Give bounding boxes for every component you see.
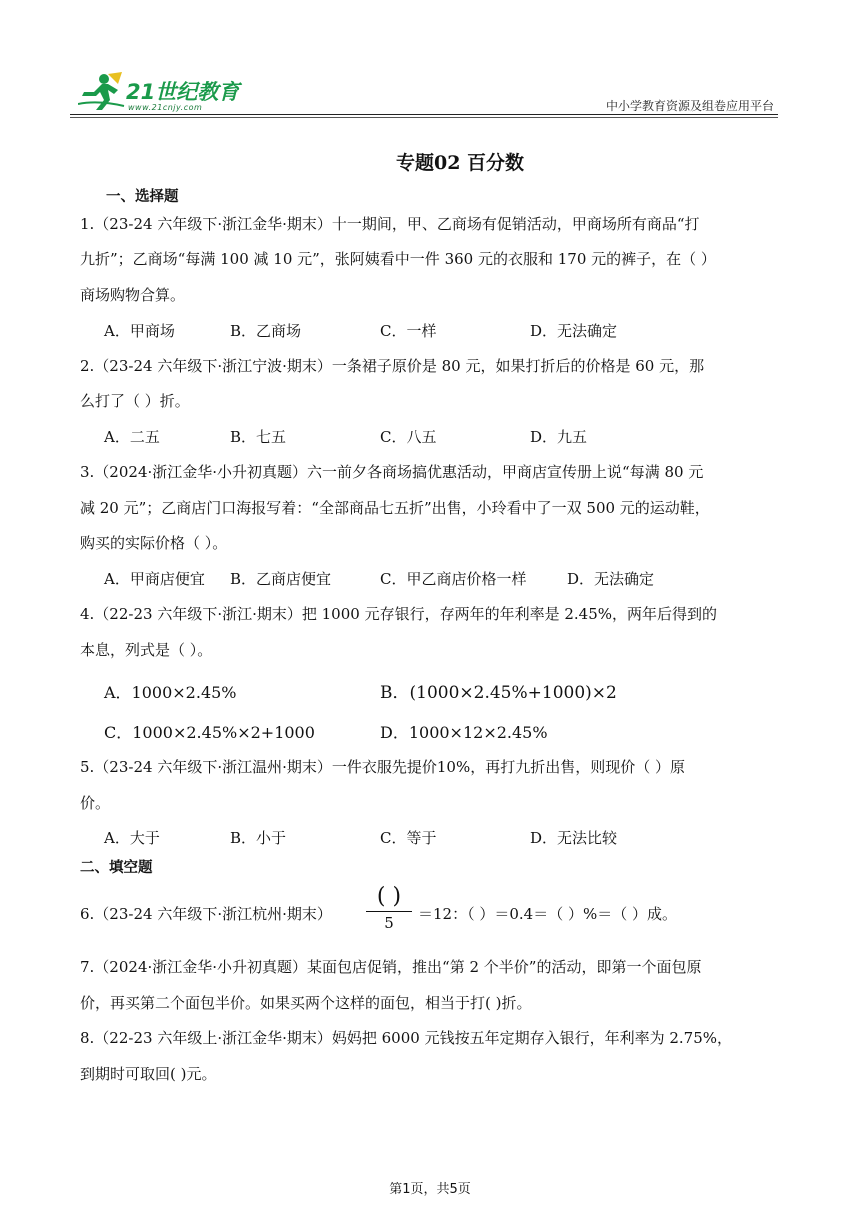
q4-option-b: B．(1000×2.45%+1000)×2 (380, 683, 617, 703)
q1-line2: 九折”；乙商场“每满 100 减 10 元”，张阿姨看中一件 360 元的衣服和 170 元的裤子，在（ ） (80, 250, 716, 268)
q1-option-c: C．一样 (380, 322, 437, 340)
q6-suffix: ＝12：（ ）＝0.4＝（ ）%＝（ ）成。 (418, 905, 678, 923)
q4-option-d: D．1000×12×2.45% (380, 723, 548, 742)
q5-line2: 价。 (80, 794, 111, 812)
logo (78, 70, 248, 112)
q4-line1: 4.（22-23 六年级下·浙江·期末）把 1000 元存银行，存两年的年利率是 2.45%，两年后得到的 (80, 605, 717, 623)
q2-option-d: D．九五 (530, 428, 588, 446)
q5-option-a: A．大于 (104, 829, 160, 847)
q1-option-a: A．甲商场 (104, 322, 175, 340)
q8-line1: 8.（22-23 六年级上·浙江金华·期末）妈妈把 6000 元钱按五年定期存入银行，年利率为 2.75%， (80, 1029, 732, 1047)
q3-option-b: B．乙商店便宜 (230, 570, 332, 588)
q6-prefix: 6.（23-24 六年级下·浙江杭州·期末） (80, 905, 332, 923)
page-footer: 第1页，共5页 (389, 1182, 471, 1197)
q3-line1: 3.（2024·浙江金华·小升初真题）六一前夕各商场搞优惠活动，甲商店宣传册上说“每满 80 元 (80, 463, 704, 481)
q1-option-b: B．乙商场 (230, 322, 302, 340)
q8-line2: 到期时可取回( )元。 (80, 1065, 217, 1083)
section-fill: 二、填空题 (80, 859, 153, 876)
q6-fraction (364, 884, 414, 936)
q3-option-d: D．无法确定 (567, 570, 655, 588)
q7-line1: 7.（2024·浙江金华·小升初真题）某面包店促销，推出“第 2 个半价”的活动，即第一个面包原 (80, 958, 702, 976)
q3-option-a: A．甲商店便宜 (104, 570, 205, 588)
q4-line2: 本息，列式是（ ）。 (80, 641, 213, 659)
header-divider (70, 114, 778, 115)
q6-fraction-bar (366, 911, 412, 912)
q7-line2: 价，再买第二个面包半价。如果买两个这样的面包，相当于打( )折。 (80, 994, 532, 1012)
q6-fraction-denominator: 5 (384, 914, 394, 932)
q4-option-c: C．1000×2.45%×2+1000 (104, 723, 315, 742)
q1-option-d: D．无法确定 (530, 322, 618, 340)
q1-line3: 商场购物合算。 (80, 286, 186, 304)
logo-text: 21世纪教育 (126, 80, 240, 104)
q1-line1: 1.（23-24 六年级下·浙江金华·期末）十一期间，甲、乙商场有促销活动，甲商场所有商品“打 (80, 215, 700, 233)
q3-line3: 购买的实际价格（ ）。 (80, 534, 228, 552)
q2-option-b: B．七五 (230, 428, 287, 446)
runner-logo-icon (78, 70, 126, 112)
platform-name: 中小学教育资源及组卷应用平台 (605, 99, 774, 113)
q6-fraction-numerator: ( ) (376, 884, 402, 909)
q5-option-d: D．无法比较 (530, 829, 618, 847)
page-title: 专题02 百分数 (395, 152, 525, 174)
q3-option-c: C．甲乙商店价格一样 (380, 570, 527, 588)
section-choice: 一、选择题 (106, 188, 179, 205)
q5-line1: 5.（23-24 六年级下·浙江温州·期末）一件衣服先提价10%，再打九折出售，则现价（ ）原 (80, 758, 685, 776)
q5-option-b: B．小于 (230, 829, 287, 847)
q2-line1: 2.（23-24 六年级下·浙江宁波·期末）一条裙子原价是 80 元，如果打折后的价格是 60 元，那 (80, 357, 705, 375)
q2-line2: 么打了（ ）折。 (80, 392, 190, 410)
logo-url: www.21cnjy.com (128, 103, 203, 112)
header-divider-thin (70, 117, 778, 118)
page-header (70, 66, 778, 116)
q4-option-a: A．1000×2.45% (104, 683, 237, 702)
q2-option-a: A．二五 (104, 428, 160, 446)
q3-line2: 减 20 元”；乙商店门口海报写着：“全部商品七五折”出售，小玲看中了一双 500 元的运动鞋， (80, 499, 710, 517)
q2-option-c: C．八五 (380, 428, 437, 446)
q5-option-c: C．等于 (380, 829, 437, 847)
